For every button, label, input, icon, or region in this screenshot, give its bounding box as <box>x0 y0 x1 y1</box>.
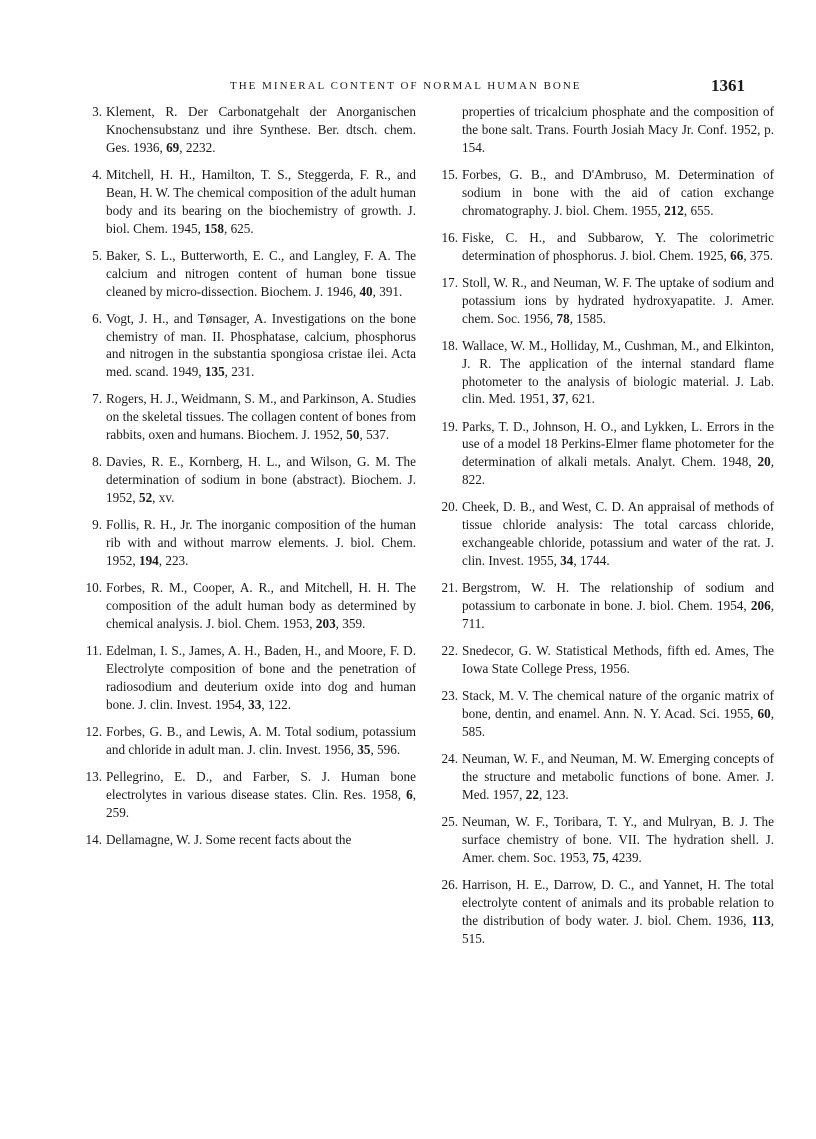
reference-number: 20. <box>441 499 458 515</box>
reference-pages: , 537. <box>359 427 390 443</box>
reference-text: Edelman, I. S., James, A. H., Baden, H., and Moore, F. D. Electrolyte composition of bone and the penetration of radiosodium and deuterium oxide into dog and human bone. J. clin. Invest. 1954, <box>106 643 416 712</box>
reference-volume: 113 <box>751 912 771 928</box>
reference-number: 7. <box>92 391 102 407</box>
continued-reference-text: properties of tricalcium phosphate and the composition of the bone salt. Trans. Fourth Josiah Macy Jr. Conf. 1952, p. 154. <box>462 104 774 155</box>
reference-number: 13. <box>85 768 102 784</box>
reference-text: Cheek, D. B., and West, C. D. An appraisal of methods of tissue chloride analysis: The total carcass chloride, exchangeable chloride, potassium and water of the rat. J. clin. Invest. 1955, <box>462 499 774 569</box>
reference-text: Davies, R. E., Kornberg, H. L., and Wilson, G. M. The determination of sodium in bone (abstract). Biochem. J. 1952, <box>106 454 416 506</box>
left-reference-column <box>86 103 416 858</box>
reference-text: Rogers, H. J., Weidmann, S. M., and Parkinson, A. Studies on the skeletal tissues. The collagen content of bones from rabbits, oxen and humans. Biochem. J. 1952, <box>106 391 416 443</box>
reference-number: 19. <box>441 418 458 434</box>
reference-entry <box>86 831 416 849</box>
reference-pages: , 4239. <box>605 849 642 865</box>
reference-number: 11. <box>86 643 102 659</box>
reference-text: Forbes, G. B., and D'Ambruso, M. Determination of sodium in bone with the aid of cation exchange chromatography. J. biol. Chem. 1955, <box>462 166 774 218</box>
reference-number: 21. <box>441 580 458 596</box>
reference-pages: , 515. <box>462 912 774 946</box>
reference-entry <box>442 687 774 741</box>
reference-number: 17. <box>441 274 458 290</box>
reference-text: Snedecor, G. W. Statistical Methods, fifth ed. Ames, The Iowa State College Press, 1956. <box>462 643 774 676</box>
reference-volume: 50 <box>346 427 360 443</box>
reference-volume: 60 <box>757 705 771 721</box>
reference-entry <box>442 229 774 265</box>
reference-entry <box>442 274 774 328</box>
reference-pages: , xv. <box>152 490 175 506</box>
reference-text: Stoll, W. R., and Neuman, W. F. The uptake of sodium and potassium ions by hydrated hydroxyapatite. J. Amer. chem. Soc. 1956, <box>462 274 774 326</box>
reference-text: Forbes, G. B., and Lewis, A. M. Total sodium, potassium and chloride in adult man. J. clin. Invest. 1956, <box>106 723 416 757</box>
reference-pages: , 359. <box>335 615 366 631</box>
reference-volume: 22 <box>525 786 539 802</box>
reference-pages: , 621. <box>565 391 595 407</box>
reference-number: 5. <box>92 247 102 263</box>
reference-entry <box>86 166 416 238</box>
reference-text: Pellegrino, E. D., and Farber, S. J. Human bone electrolytes in various disease states. Clin. Res. 1958, <box>106 768 416 802</box>
reference-volume: 37 <box>552 391 566 407</box>
reference-pages: , 259. <box>106 786 416 820</box>
reference-volume: 203 <box>315 615 336 631</box>
reference-text: Baker, S. L., Butterworth, E. C., and Langley, F. A. The calcium and nitrogen content of human bone tissue cleaned by micro-dissection. Biochem. J. 1946, <box>106 247 416 299</box>
reference-volume: 52 <box>138 490 153 506</box>
reference-volume: 69 <box>166 139 180 155</box>
reference-volume: 34 <box>560 553 574 569</box>
reference-entry <box>86 453 416 507</box>
reference-pages: , 1744. <box>573 553 610 569</box>
reference-number: 25. <box>441 813 458 829</box>
reference-entry <box>86 310 416 382</box>
reference-text: Fiske, C. H., and Subbarow, Y. The colorimetric determination of phosphorus. J. biol. Chem. 1925, <box>462 229 774 263</box>
reference-text: Vogt, J. H., and Tønsager, A. Investigations on the bone chemistry of man. II. Phosphatase, calcium, phosphorus and nitrogen in the substantia spongiosa cristae ilei. Acta med. scand. 1949, <box>106 310 416 380</box>
reference-entry <box>442 337 774 409</box>
reference-number: 16. <box>441 229 458 245</box>
reference-volume: 135 <box>204 364 225 380</box>
reference-text: Harrison, H. E., Darrow, D. C., and Yannet, H. The total electrolyte content of animals and its probable relation to the distribution of body water. J. biol. Chem. 1936, <box>462 876 774 928</box>
reference-text: Stack, M. V. The chemical nature of the organic matrix of bone, dentin, and enamel. Ann. N. Y. Acad. Sci. 1955, <box>462 688 774 721</box>
reference-text: Parks, T. D., Johnson, H. O., and Lykken, L. Errors in the use of a model 18 Perkins-Elmer flame photometer for the determination of alkali metals. Analyt. Chem. 1948, <box>462 418 774 470</box>
page-number: 1361 <box>711 76 745 95</box>
reference-entry <box>86 247 416 301</box>
reference-entry <box>442 166 774 220</box>
reference-entry <box>442 579 774 633</box>
reference-entry <box>442 876 774 948</box>
reference-text: Mitchell, H. H., Hamilton, T. S., Steggerda, F. R., and Bean, H. W. The chemical composition of the adult human body and its bearing on the biochemistry of growth. J. biol. Chem. 1945, <box>106 166 416 236</box>
reference-entry <box>442 418 774 490</box>
reference-number: 18. <box>441 337 458 353</box>
reference-number: 6. <box>92 310 102 326</box>
reference-text: Bergstrom, W. H. The relationship of sodium and potassium to carbonate in bone. J. biol. Chem. 1954, <box>462 580 774 614</box>
reference-number: 23. <box>441 688 458 704</box>
reference-number: 8. <box>92 454 102 470</box>
reference-text: Dellamagne, W. J. Some recent facts about the <box>106 831 352 847</box>
reference-volume: 78 <box>556 310 570 326</box>
reference-entry <box>86 516 416 570</box>
reference-pages: , 223. <box>158 553 189 569</box>
reference-text: Klement, R. Der Carbonatgehalt der Anorganischen Knochensubstanz und ihre Synthese. Ber. dtsch. chem. Ges. 1936, <box>106 104 416 155</box>
reference-text: Neuman, W. F., and Neuman, M. W. Emerging concepts of the structure and metabolic functions of bone. Amer. J. Med. 1957, <box>462 750 774 802</box>
reference-volume: 20 <box>757 454 771 470</box>
reference-pages: , 122. <box>261 696 291 712</box>
reference-entry <box>86 103 416 157</box>
reference-entry <box>86 723 416 759</box>
reference-number: 10. <box>85 580 102 596</box>
reference-pages: , 391. <box>372 283 403 299</box>
reference-entry <box>86 579 416 633</box>
reference-entry <box>442 498 774 570</box>
reference-volume: 158 <box>204 220 224 236</box>
reference-pages: , 711. <box>462 598 774 631</box>
reference-text: Wallace, W. M., Holliday, M., Cushman, M., and Elkinton, J. R. The application of the internal standard flame photometer to the analysis of biologic material. J. Lab. clin. Med. 1951, <box>462 337 774 407</box>
reference-entry <box>86 390 416 444</box>
reference-volume: 33 <box>248 696 262 712</box>
reference-entry <box>442 813 774 867</box>
reference-number: 26. <box>441 876 458 892</box>
reference-text: Follis, R. H., Jr. The inorganic composition of the human rib with and without marrow elements. J. biol. Chem. 1952, <box>106 517 416 569</box>
reference-volume: 35 <box>357 741 371 757</box>
reference-number: 22. <box>441 643 458 659</box>
reference-number: 4. <box>92 166 102 182</box>
reference-entry <box>442 750 774 804</box>
reference-volume: 194 <box>138 553 159 569</box>
reference-pages: , 1585. <box>569 310 606 326</box>
reference-volume: 212 <box>664 202 684 218</box>
reference-volume: 66 <box>730 247 744 263</box>
reference-pages: , 655. <box>683 202 714 218</box>
reference-volume: 206 <box>750 598 771 614</box>
reference-pages: , 585. <box>462 705 774 739</box>
reference-number: 24. <box>441 750 458 766</box>
reference-pages: , 596. <box>370 741 401 757</box>
reference-pages: , 625. <box>223 220 254 236</box>
reference-volume: 75 <box>592 849 606 865</box>
reference-pages: , 123. <box>538 786 569 802</box>
reference-pages: , 2232. <box>179 139 216 155</box>
reference-entry <box>442 642 774 678</box>
reference-pages: , 375. <box>743 247 773 263</box>
reference-volume: 40 <box>359 283 373 299</box>
reference-pages: , 231. <box>224 364 255 380</box>
right-reference-column <box>442 103 774 957</box>
reference-number: 9. <box>92 517 102 533</box>
reference-volume: 6 <box>406 786 413 802</box>
reference-text: Neuman, W. F., Toribara, T. Y., and Mulryan, B. J. The surface chemistry of bone. VII. The hydration shell. J. Amer. chem. Soc. 1953, <box>462 813 774 865</box>
reference-number: 14. <box>85 831 102 847</box>
reference-number: 15. <box>441 166 458 182</box>
reference-number: 3. <box>92 104 102 119</box>
reference-entry <box>86 768 416 822</box>
reference-number: 12. <box>85 723 102 739</box>
reference-entry <box>86 642 416 714</box>
reference-pages: , 822. <box>462 454 774 488</box>
running-header: THE MINERAL CONTENT OF NORMAL HUMAN BONE <box>230 80 582 92</box>
reference-text: Forbes, R. M., Cooper, A. R., and Mitchell, H. H. The composition of the adult human body as determined by chemical analysis. J. biol. Chem. 1953, <box>106 580 416 631</box>
